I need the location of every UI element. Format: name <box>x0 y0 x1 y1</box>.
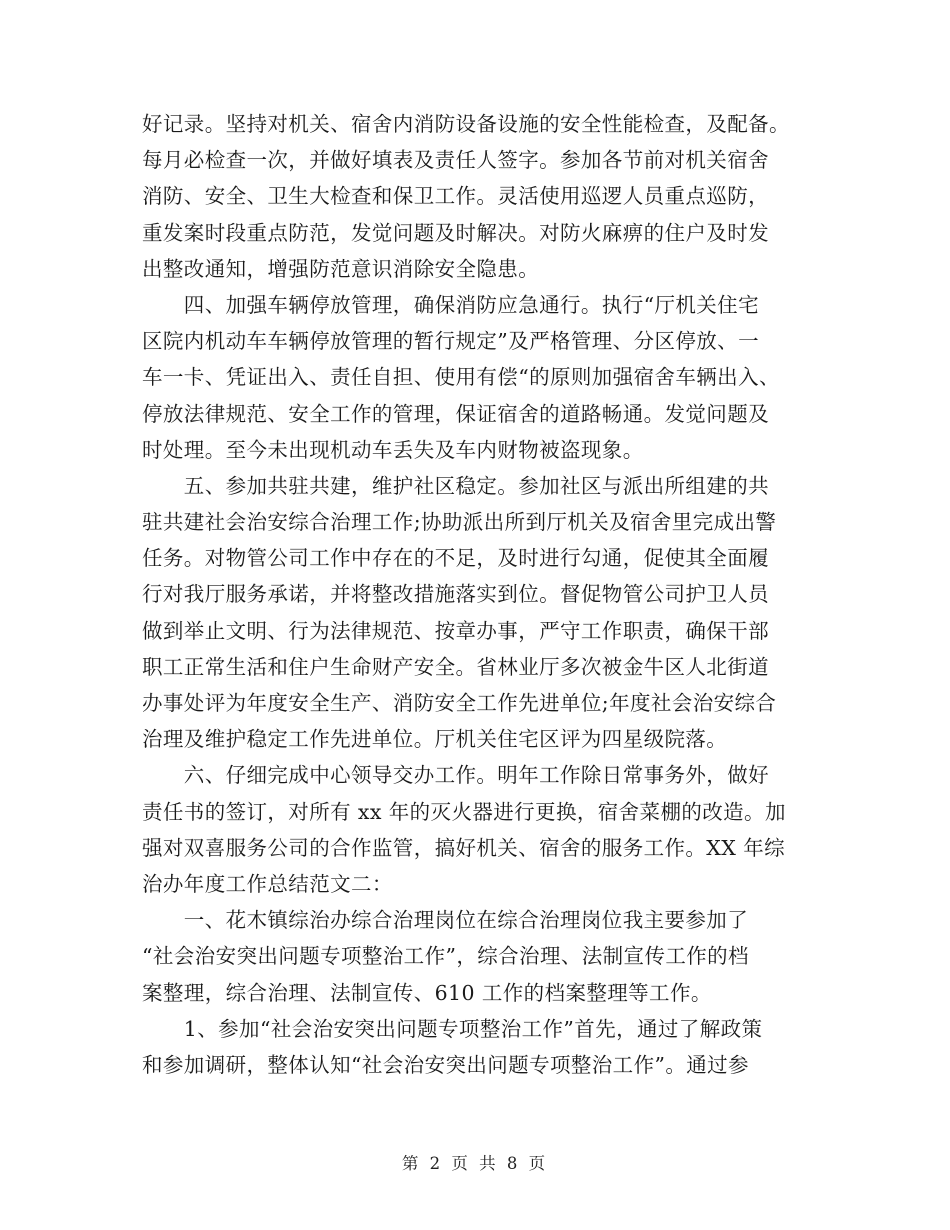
text-line: 停放法律规范、安全工作的管理，保证宿舍的道路畅通。发觉问题及 <box>142 401 769 426</box>
text-line: 六、仔细完成中心领导交办工作。明年工作除日常事务外，做好 <box>142 763 769 788</box>
page-number: 第 2 页 共 8 页 <box>401 1154 549 1173</box>
text-line: 和参加调研，整体认知“社会治安突出问题专项整治工作”。通过参 <box>142 1052 749 1077</box>
text-line: 区院内机动车车辆停放管理的暂行规定”及严格管理、分区停放、一 <box>142 329 759 354</box>
text-line: 五、参加共驻共建，维护社区稳定。参加社区与派出所组建的共 <box>142 473 769 498</box>
text-line: 每月必检查一次，并做好填表及责任人签字。参加各节前对机关宿舍 <box>142 148 769 173</box>
text-line: 一、花木镇综治办综合治理岗位在综合治理岗位我主要参加了 <box>142 908 749 933</box>
text-line: 消防、安全、卫生大检查和保卫工作。灵活使用巡逻人员重点巡防， <box>142 184 769 209</box>
text-line: 任务。对物管公司工作中存在的不足，及时进行勾通，促使其全面履 <box>142 546 769 571</box>
text-line: 办事处评为年度安全生产、消防安全工作先进单位;年度社会治安综合 <box>142 691 777 715</box>
text-line: 强对双喜服务公司的合作监管，搞好机关、宿舍的服务工作。XX 年综 <box>142 835 786 860</box>
text-line: 行对我厅服务承诺，并将整改措施落实到位。督促物管公司护卫人员 <box>142 582 769 607</box>
text-line: 车一卡、凭证出入、责任自担、使用有偿“的原则加强宿舍车辆出入、 <box>142 365 780 390</box>
text-line: 四、加强车辆停放管理，确保消防应急通行。执行“厅机关住宅 <box>142 292 759 317</box>
text-line: 做到举止文明、行为法律规范、按章办事，严守工作职责，确保干部 <box>142 618 769 643</box>
text-line: 出整改通知，增强防范意识消除安全隐患。 <box>142 256 540 281</box>
text-line: 案整理，综合治理、法制宣传、610 工作的档案整理等工作。 <box>142 980 712 1005</box>
document-body <box>142 106 812 1083</box>
text-line: 治办年度工作总结范文二： <box>142 871 393 896</box>
text-line: 治理及维护稳定工作先进单位。厅机关住宅区评为四星级院落。 <box>142 727 728 752</box>
text-line: 1、参加“社会治安突出问题专项整治工作”首先，通过了解政策 <box>142 1016 763 1041</box>
text-line: 时处理。至今未出现机动车丢失及车内财物被盗现象。 <box>142 437 644 462</box>
text-line: 驻共建社会治安综合治理工作;协助派出所到厅机关及宿舍里完成出警 <box>142 510 777 535</box>
text-line: “社会治安突出问题专项整治工作”，综合治理、法制宣传工作的档 <box>142 944 749 969</box>
text-line: 责任书的签订，对所有 xx 年的灭火器进行更换，宿舍菜棚的改造。加 <box>142 799 786 824</box>
text-line: 职工正常生活和住户生命财产安全。省林业厅多次被金牛区人北街道 <box>142 654 769 679</box>
text-line: 好记录。坚持对机关、宿舍内消防设备设施的安全性能检查，及配备。 <box>142 112 790 136</box>
text-line: 重发案时段重点防范，发觉问题及时解决。对防火麻痹的住户及时发 <box>142 220 769 245</box>
